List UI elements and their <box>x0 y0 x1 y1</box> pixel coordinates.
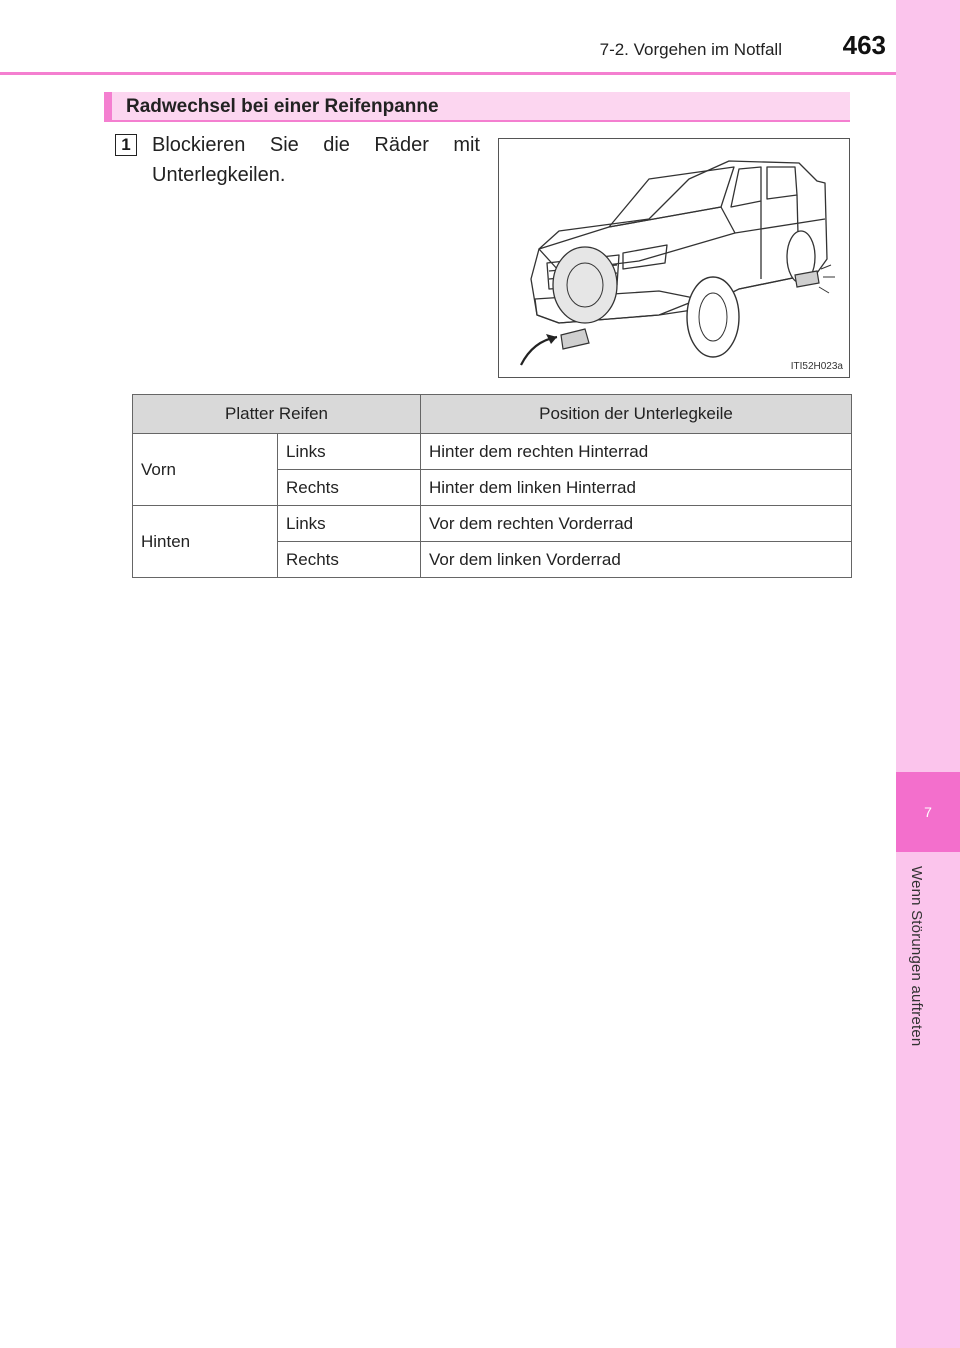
table-cell-position: Vor dem rechten Vorderrad <box>421 506 852 542</box>
table-cell-position: Vor dem linken Vorderrad <box>421 542 852 578</box>
header-section-title: 7-2. Vorgehen im Notfall <box>599 40 782 59</box>
table-cell-tire: Vorn <box>133 434 278 506</box>
truck-illustration <box>498 138 850 378</box>
table-cell-side: Rechts <box>278 542 421 578</box>
chapter-title-vertical: Wenn Störungen auftreten <box>908 866 925 1047</box>
table-cell-position: Hinter dem linken Hinterrad <box>421 470 852 506</box>
table-cell-tire: Hinten <box>133 506 278 578</box>
table-cell-side: Links <box>278 434 421 470</box>
table-header-chock-position: Position der Unterlegkeile <box>421 395 852 434</box>
wheel-chock-table <box>132 394 852 578</box>
header-rule <box>0 72 896 75</box>
chapter-tab <box>896 772 960 852</box>
section-heading-bar <box>104 92 850 122</box>
step-number-badge: 1 <box>115 134 137 156</box>
table-header-row <box>133 395 852 434</box>
table-row <box>133 434 852 470</box>
chapter-number: 7 <box>924 804 932 820</box>
table-cell-side: Links <box>278 506 421 542</box>
figure-code: ITI52H023a <box>790 361 843 372</box>
side-band <box>896 0 960 1348</box>
step-instruction: Blockieren Sie die Räder mit Unterlegkeilen. <box>152 134 480 186</box>
table-cell-position: Hinter dem rechten Hinterrad <box>421 434 852 470</box>
truck-drawing-icon <box>499 139 849 377</box>
table-row <box>133 506 852 542</box>
table-cell-side: Rechts <box>278 470 421 506</box>
table-header-flat-tire: Platter Reifen <box>133 395 421 434</box>
page-number: 463 <box>842 30 886 60</box>
section-title: Radwechsel bei einer Reifenpanne <box>126 96 439 117</box>
